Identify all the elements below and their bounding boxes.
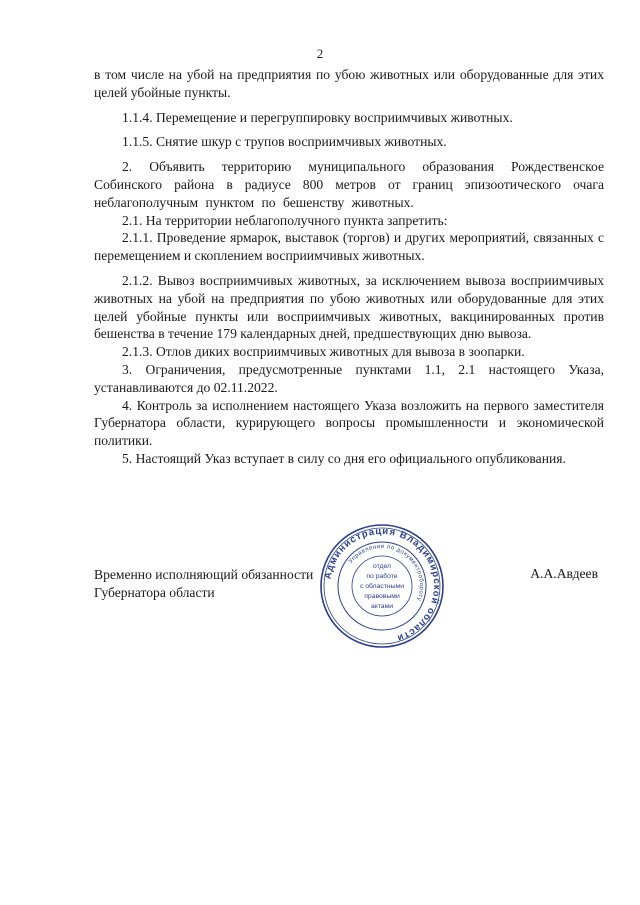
stamp-center-line-5: актами	[370, 603, 394, 610]
signer-title-line1: Временно исполняющий обязанности	[94, 567, 314, 582]
stamp-center-line-4: правовыми	[364, 593, 400, 600]
paragraph-continuation: в том числе на убой на предприятия по убою животных или оборудованные для этих целей убойные пункты.	[94, 67, 604, 100]
paragraph-2-1-2: 2.1.2. Вывоз восприимчивых животных, за исключением вывоза восприимчивых животных на убой на предприятия по убою животных или оборудованные для этих целей убойные пункты или восприимчивых животных, вакцинированных против бешенства в течение 179 календарных дней, предшествующих дню вывоза.	[94, 272, 604, 342]
paragraph-1-1-4: 1.1.4. Перемещение и перегруппировку восприимчивых животных.	[122, 109, 513, 125]
page-number: 2	[316, 46, 324, 61]
paragraph-2-1-3: 2.1.3. Отлов диких восприимчивых животных для вывоза в зоопарки.	[122, 344, 525, 360]
stamp-seal-graphic	[318, 522, 446, 650]
stamp-center-line-2: по работе	[366, 573, 398, 580]
stamp-center-line-3: с областными	[359, 583, 405, 590]
paragraph-1-1-5: 1.1.5. Снятие шкур с трупов восприимчивых животных.	[122, 134, 447, 150]
signer-name: А.А.Авдеев	[530, 566, 598, 581]
document-body	[94, 66, 604, 468]
stamp-center-line-1: отдел	[372, 563, 392, 570]
official-stamp	[318, 522, 446, 650]
stamp-inner-text: Управление по документообороту	[348, 543, 425, 602]
signature-block	[94, 566, 313, 602]
paragraph-4: 4. Контроль за исполнением настоящего Указа возложить на первого заместителя Губернатора области, курирующего вопросы промышленности и экономической политики.	[94, 397, 604, 449]
signer-title-line2: Губернатора области	[94, 584, 215, 600]
paragraph-5: 5. Настоящий Указ вступает в силу со дня его официального опубликования.	[122, 450, 566, 466]
paragraph-2-1-1: 2.1.1. Проведение ярмарок, выставок (торгов) и других мероприятий, связанных с перемещением и скоплением восприимчивых животных.	[94, 230, 604, 264]
paragraph-2: 2. Объявить территорию муниципального образования Рождественское Собинского района в радиусе 800 метров от границ эпизоотического очага неблагополучным пунктом по бешенству животных.	[94, 159, 604, 210]
paragraph-2-1: 2.1. На территории неблагополучного пункта запретить:	[122, 212, 448, 228]
stamp-outer-text: Администрация Владимирской области	[322, 525, 443, 644]
paragraph-3: 3. Ограничения, предусмотренные пунктами 1.1, 2.1 настоящего Указа, устанавливаются до 02.11.2022.	[94, 361, 604, 395]
